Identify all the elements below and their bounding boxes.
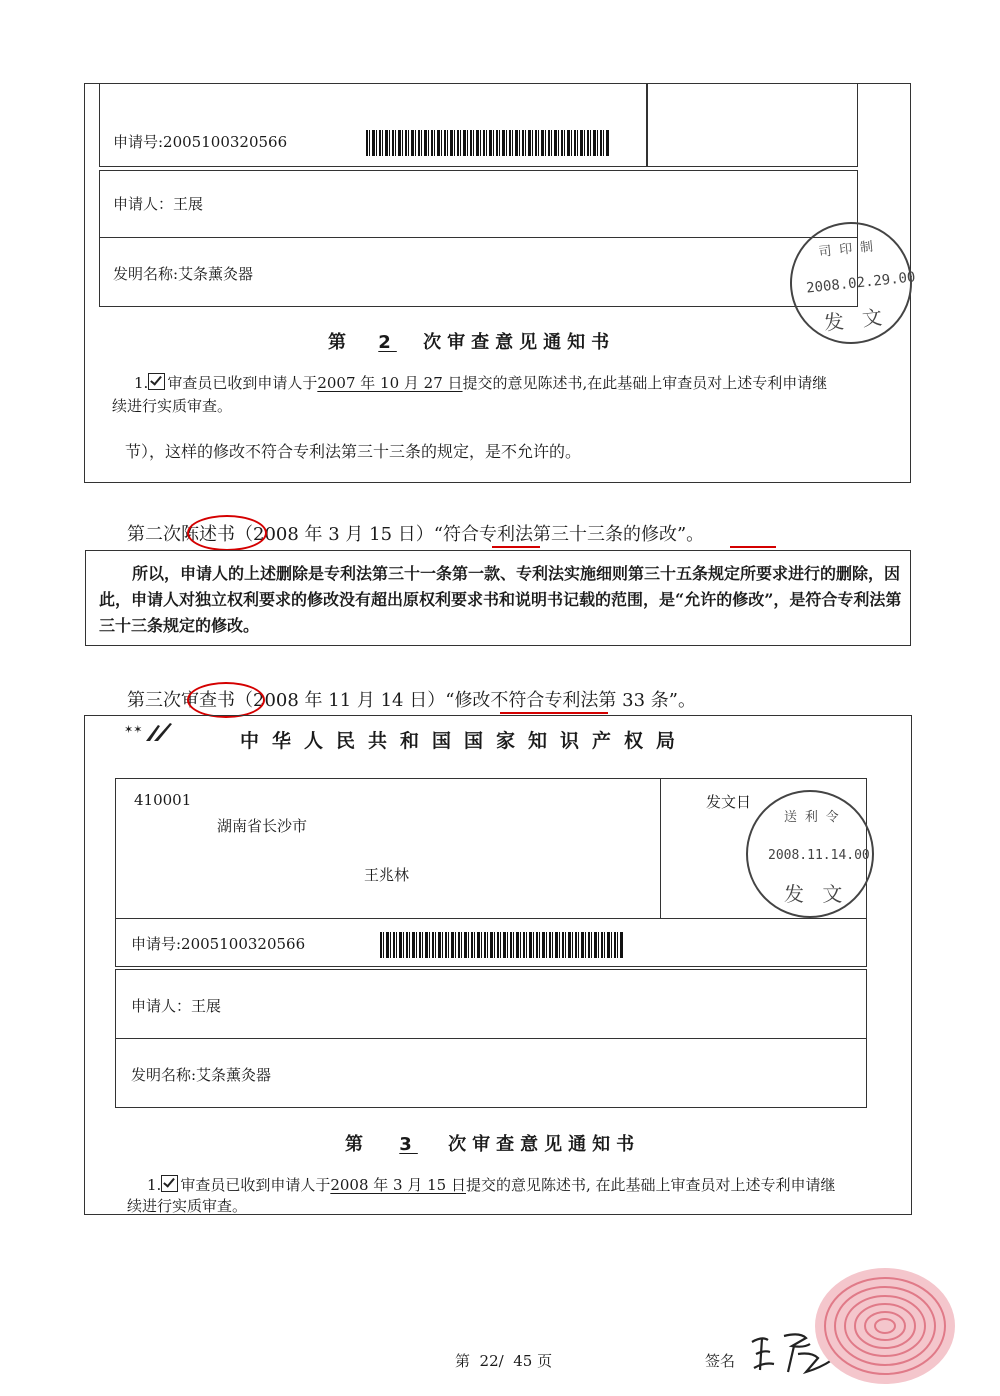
signature-label: 签名 — [705, 1352, 736, 1370]
notice1-stamp-box — [647, 83, 858, 167]
notice2-postcode: 410001 — [134, 791, 192, 809]
notice1-invention: 发明名称:艾条薰灸器 — [113, 265, 254, 283]
notice2-invention: 发明名称:艾条薰灸器 — [131, 1066, 272, 1084]
sipo-logo-icon — [124, 719, 180, 745]
svg-text:✶✶: ✶✶ — [124, 723, 143, 736]
caption-second-statement: 第二次陈述书（2008 年 3 月 15 日）“符合专利法第三十三条的修改”。 — [127, 524, 705, 545]
notice2-applicant: 申请人：王展 — [131, 997, 222, 1015]
notice2-send-date-label: 发文日 — [706, 793, 752, 811]
notice1-heading: 第 2 次审查意见通知书 — [328, 332, 616, 353]
notice1-info-box — [99, 170, 858, 307]
red-circle-mark — [187, 515, 267, 551]
notice1-item: 1. 审查员已收到申请人于2007 年 10 月 27 日提交的意见陈述书,在此基础上审查员对上述专利申请继 — [134, 374, 828, 392]
checkbox-checked-icon — [161, 1175, 178, 1192]
redacted-address-block — [318, 812, 558, 838]
red-underline-mark — [492, 546, 540, 548]
notice2-item: 1. 审查员已收到申请人于2008 年 3 月 15 日提交的意见陈述书, 在此基础上审查员对上述专利申请继 — [147, 1176, 836, 1194]
notice2-recipient: 王兆林 — [364, 866, 410, 884]
quote-text: 所以，申请人的上述删除是专利法第三十一条第一款、专利法实施细则第三十五条规定所要求进行的删除，因此，申请人对独立权利要求的修改没有超出原权利要求书和说明书记载的范围，是“允许的修改”，是符合专利法第三十三条规定的修改。 — [99, 564, 902, 635]
notice1-excerpt: 节），这样的修改不符合专利法第三十三条的规定，是不允许的。 — [125, 442, 582, 461]
notice2-address-box — [115, 778, 661, 919]
red-underline-mark — [730, 546, 776, 548]
notice2-heading: 第 3 次审查意见通知书 — [345, 1134, 641, 1155]
notice2-address: 湖南省长沙市 — [217, 817, 308, 835]
notice2-agency-title: 中华人民共和国国家知识产权局 — [240, 730, 689, 752]
checkbox-checked-icon — [148, 373, 165, 390]
notice2-info-divider — [115, 1038, 867, 1039]
notice2-postmark-stamp: 送 利 令 2008.11.14.00 发 文 — [746, 790, 874, 918]
notice1-info-divider — [99, 237, 858, 238]
page-number: 第 22/ 45 页 — [455, 1352, 553, 1370]
notice1-app-no: 申请号:2005100320566 — [113, 133, 288, 151]
notice2-app-no: 申请号:2005100320566 — [131, 935, 306, 953]
red-fingerprint — [810, 1262, 960, 1390]
red-underline-mark — [500, 712, 608, 714]
caption-third-review: 第三次审查书（2008 年 11 月 14 日）“修改不符合专利法第 33 条”。 — [127, 690, 696, 711]
red-circle-mark — [187, 682, 265, 718]
notice1-barcode — [366, 130, 610, 156]
notice2-barcode — [380, 932, 624, 958]
notice2-item-cont: 续进行实质审查。 — [127, 1197, 248, 1215]
notice1-applicant: 申请人：王展 — [113, 195, 204, 213]
notice1-postmark-stamp: 司 印 制 2008.02.29.00 发 文 — [784, 216, 918, 350]
notice1-item-cont: 续进行实质审查。 — [112, 397, 233, 415]
